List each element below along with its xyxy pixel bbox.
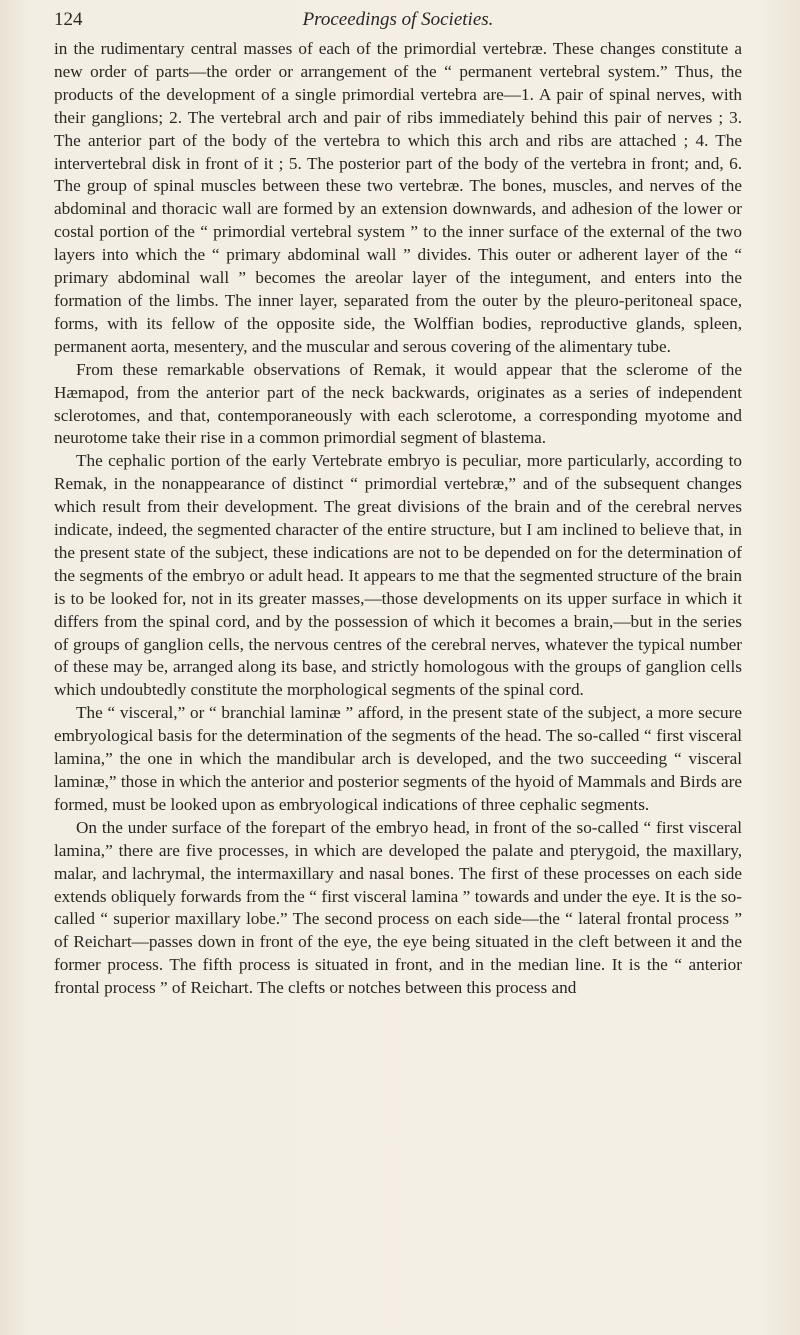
- body-text: [54, 38, 742, 1000]
- page-number: 124: [54, 9, 83, 30]
- running-head: [54, 8, 742, 38]
- paragraph: On the under surface of the forepart of the embryo head, in front of the so-called “ first visceral lamina,” there are five processes, in which are developed the palate and pterygoid, the maxillary, malar, and lachrymal, the intermaxillary and nasal bones. The first of these processes on each side extends obliquely forwards from the “ first visceral lamina ” towards and under the eye. It is the so-called “ superior maxillary lobe.” The second process on each side—the “ lateral frontal process ” of Reichart—passes down in front of the eye, the eye being situated in the cleft between it and the former process. The fifth process is situated in front, and in the median line. It is the “ anterior frontal process ” of Reichart. The clefts or notches between this process and: [54, 817, 742, 998]
- paragraph: The cephalic portion of the early Vertebrate embryo is peculiar, more particularly, according to Remak, in the nonappearance of distinct “ primordial vertebræ,” and of the subsequent changes which result from their development. The great divisions of the brain and of the cerebral nerves indicate, indeed, the segmented character of the entire structure, but I am inclined to believe that, in the present state of the subject, these indications are not to be depended on for the determination of the segments of the embryo or adult head. It appears to me that the segmented structure of the brain is to be looked for, not in its greater masses,—those developments on its upper surface in which it differs from the spinal cord, and by the possession of which it becomes a brain,—but in the series of groups of ganglion cells, the nervous centres of the cerebral nerves, whatever the typical number of these may be, arranged along its base, and strictly homologous with the groups of ganglion cells which undoubtedly constitute the morphological segments of the spinal cord.: [54, 451, 742, 700]
- paragraph: The “ visceral,” or “ branchial laminæ ” afford, in the present state of the subject, a more secure embryological basis for the determination of the segments of the head. The so-called “ first visceral lamina,” the one in which the mandibular arch is developed, and the two succeeding “ visceral laminæ,” those in which the anterior and posterior segments of the hyoid of Mammals and Birds are formed, must be looked upon as embryological indications of three cephalic segments.: [54, 703, 742, 814]
- running-title: Proceedings of Societies.: [302, 9, 494, 30]
- paragraph: From these remarkable observations of Remak, it would appear that the sclerome of the Hæmapod, from the anterior part of the neck backwards, originates as a series of independent sclerotomes, and that, contemporaneously with each sclerotome, a corresponding myotome and neurotome take their rise in a common primordial segment of blastema.: [54, 359, 742, 448]
- paragraph: in the rudimentary central masses of each of the primordial vertebræ. These changes constitute a new order of parts—the order or arrangement of the “ permanent vertebral system.” Thus, the products of the development of a single primordial vertebra are—1. A pair of spinal nerves, with their ganglions; 2. The vertebral arch and pair of ribs immediately behind this pair of nerves ; 3. The anterior part of the body of the vertebra to which this arch and ribs are attached ; 4. The intervertebral disk in front of it ; 5. The posterior part of the body of the vertebra in front; and, 6. The group of spinal muscles between these two vertebræ. The bones, muscles, and nerves of the abdominal and thoracic wall are formed by an extension downwards, and adhesion of the lower or costal portion of the “ primordial vertebral system ” to the inner surface of the external of the two layers into which the “ primary abdominal wall ” divides. This outer or adherent layer of the “ primary abdominal wall ” becomes the areolar layer of the integument, and enters into the formation of the limbs. The inner layer, separated from the outer by the pleuro-peritoneal space, forms, with its fellow of the opposite side, the Wolffian bodies, reproductive glands, spleen, permanent aorta, mesentery, and the muscular and serous covering of the alimentary tube.: [54, 39, 742, 356]
